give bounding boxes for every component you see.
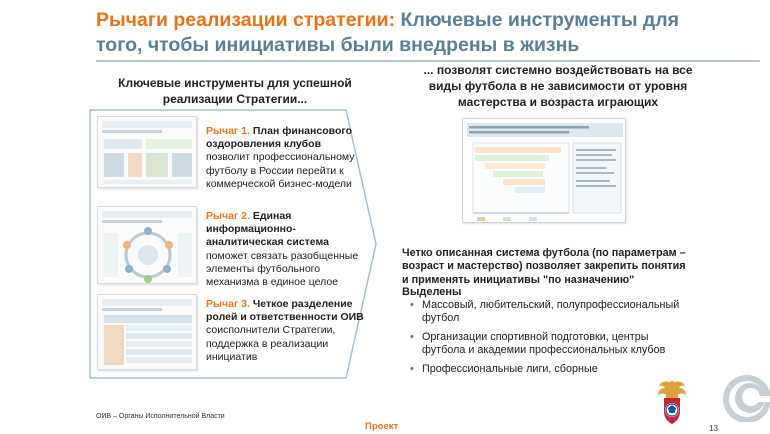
lever-3-heading: Четкое разделение ролей и ответственности ОИВ bbox=[206, 298, 364, 324]
lever-1-thumbnail bbox=[97, 116, 197, 188]
lever-3-thumbnail bbox=[97, 294, 197, 370]
lever-2-thumbnail bbox=[97, 206, 197, 284]
lever-1-body: позволит профессиональному футболу в России перейти к коммерческой бизнес-модели bbox=[206, 151, 355, 190]
slide-title bbox=[96, 8, 716, 58]
slide-title-accent: Рычаги реализации стратегии: bbox=[96, 9, 396, 31]
lever-3-number: Рычаг 3. bbox=[206, 298, 250, 310]
page-number: 13 bbox=[709, 424, 718, 433]
lever-2-heading: Единая информационно-аналитическая система bbox=[206, 210, 329, 249]
lever-2-number: Рычаг 2. bbox=[206, 210, 250, 222]
lever-3-body: соисполнители Стратегии, поддержка в реализации инициатив bbox=[206, 324, 336, 363]
lever-1-heading: План финансового оздоровления клубов bbox=[206, 125, 353, 151]
right-heading: ... позволят системно воздействовать на все виды футбола в не зависимости от уровня мастерства и возраста играющих bbox=[423, 63, 693, 109]
lever-1-number: Рычаг 1. bbox=[206, 125, 250, 137]
project-label: Проект bbox=[365, 421, 399, 432]
lever-2-text bbox=[206, 210, 366, 289]
lever-3-text bbox=[206, 298, 366, 364]
federation-emblem-icon bbox=[655, 378, 689, 426]
slide-title-rest: Ключевые инструменты для того, чтобы инициативы были внедрены в жизнь bbox=[96, 9, 680, 56]
list-item: • Организации спортивной подготовки, центры футбола и академии профессиональных клубов bbox=[412, 331, 682, 358]
football-segments-list bbox=[412, 299, 682, 381]
left-heading: Ключевые инструменты для успешной реализации Стратегии... bbox=[118, 76, 352, 106]
list-item: • Профессиональные лиги, сборные bbox=[412, 363, 682, 376]
decorative-swirl-logo bbox=[720, 372, 770, 422]
football-system-diagram-thumbnail bbox=[462, 118, 626, 223]
highlighted-subheading: Выделены bbox=[402, 286, 462, 298]
system-statement: Четко описанная система футбола (по параметрам – возраст и мастерство) позволяет закрепить понятия и применять инициативы "по назначению" bbox=[402, 247, 686, 286]
footnote: ОИВ – Органы Исполнительной Власти bbox=[96, 413, 225, 420]
lever-1-text bbox=[206, 125, 366, 191]
list-item: • Массовый, любительский, полупрофессиональный футбол bbox=[412, 299, 682, 326]
lever-2-body: поможет связать разобщенные элементы футбольного механизма в единое целое bbox=[206, 249, 359, 289]
